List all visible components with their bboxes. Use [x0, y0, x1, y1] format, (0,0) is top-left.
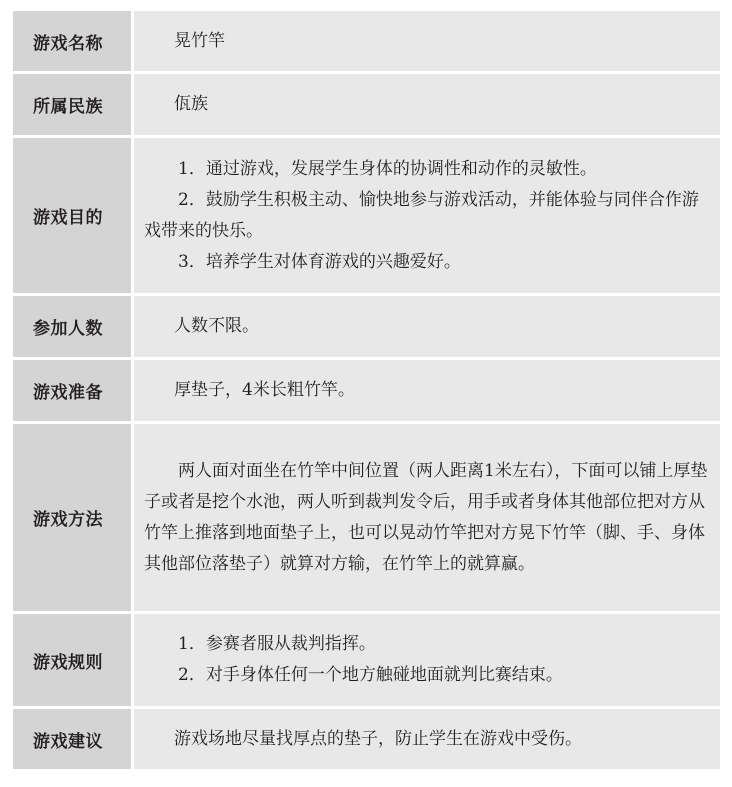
rule-line: 1．参赛者服从裁判指挥。	[178, 634, 376, 654]
row-label: 游戏名称	[13, 11, 131, 71]
row-content: 游戏场地尽量找厚点的垫子，防止学生在游戏中受伤。	[134, 709, 720, 769]
row-preparation	[13, 360, 720, 421]
row-game-name	[13, 11, 720, 71]
rule-line: 2．对手身体任何一个地方触碰地面就判比赛结束。	[178, 665, 563, 685]
purpose-line: 3．培养学生对体育游戏的兴趣爱好。	[178, 251, 461, 272]
row-participants	[13, 296, 720, 357]
row-content: 厚垫子，4米长粗竹竿。	[134, 360, 720, 421]
row-label: 参加人数	[13, 296, 131, 357]
row-label: 游戏准备	[13, 360, 131, 421]
row-label: 所属民族	[13, 74, 131, 135]
row-suggestion	[13, 709, 720, 769]
row-rules	[13, 614, 720, 706]
game-info-table	[13, 11, 720, 772]
row-content	[134, 614, 720, 706]
row-label: 游戏方法	[13, 424, 131, 611]
row-content: 佤族	[134, 74, 720, 135]
row-content: 人数不限。	[134, 296, 720, 357]
row-label: 游戏目的	[13, 138, 131, 293]
purpose-line: 2．鼓励学生积极主动、愉快地参与游戏活动，并能体验与同伴合作游戏带来的快乐。	[144, 189, 699, 241]
row-label: 游戏规则	[13, 614, 131, 706]
row-method	[13, 424, 720, 611]
row-content	[134, 138, 720, 293]
row-content	[134, 424, 720, 611]
purpose-line: 1．通过游戏，发展学生身体的协调性和动作的灵敏性。	[178, 158, 597, 179]
row-game-purpose	[13, 138, 720, 293]
method-paragraph: 两人面对面坐在竹竿中间位置（两人距离1米左右），下面可以铺上厚垫子或者是挖个水池，两人听到裁判发令后，用手或者身体其他部位把对方从竹竿上推落到地面垫子上，也可以晃动竹竿把对方晃下竹竿（脚、手、身体其他部位落垫子）就算对方输，在竹竿上的就算赢。	[144, 460, 708, 574]
row-label: 游戏建议	[13, 709, 131, 769]
row-ethnic-group	[13, 74, 720, 135]
row-content: 晃竹竿	[134, 11, 720, 71]
